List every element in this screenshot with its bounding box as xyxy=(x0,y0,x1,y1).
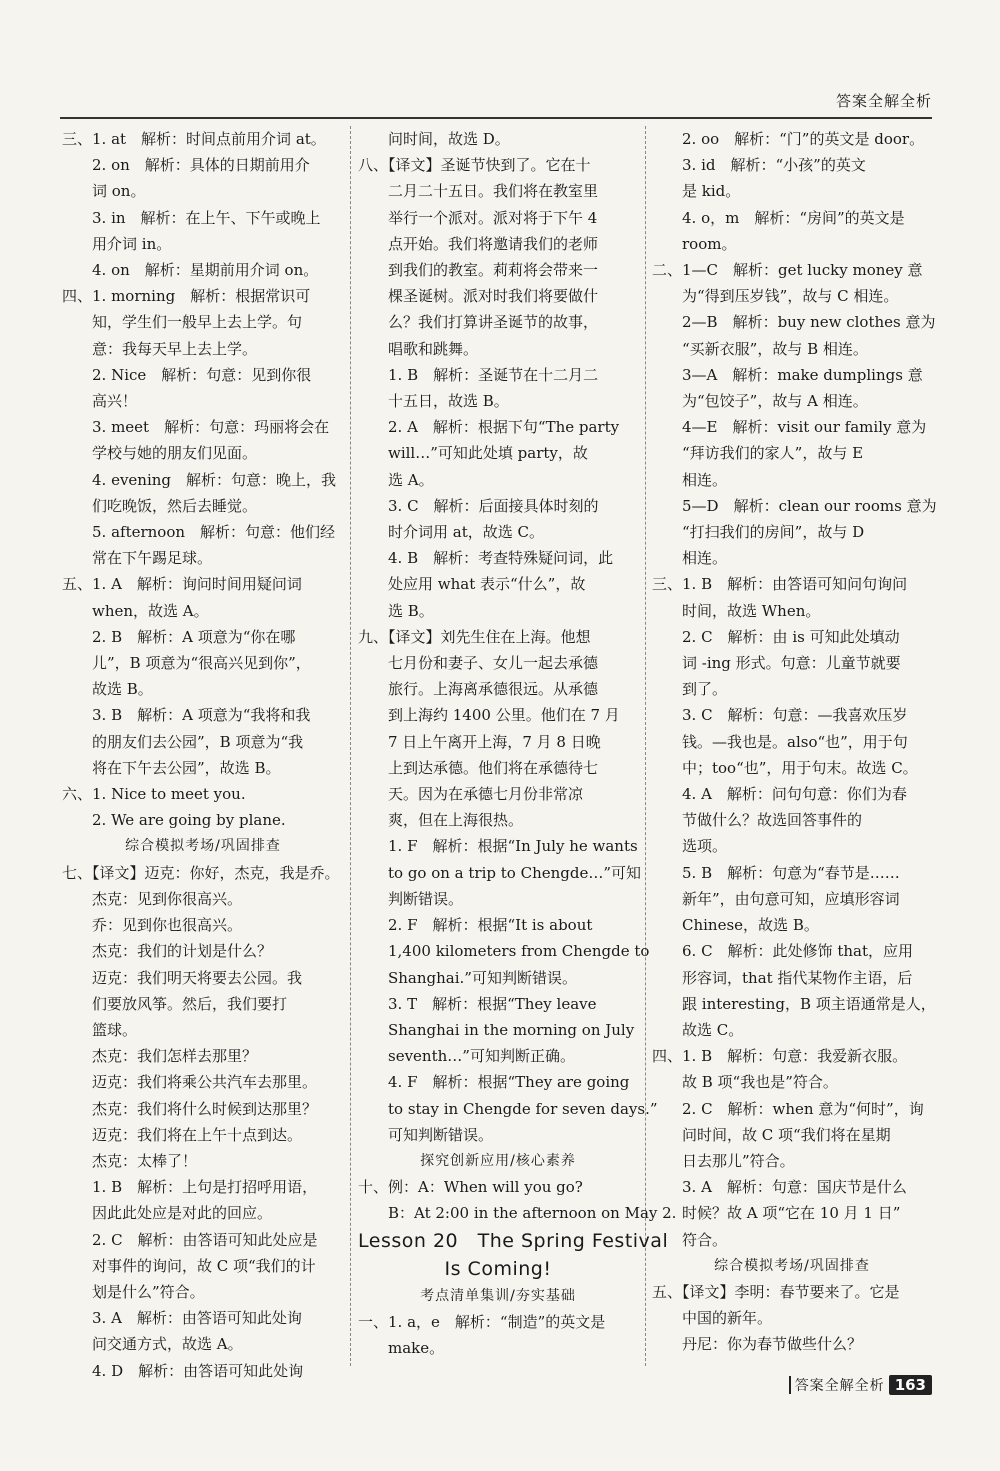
text-line: 3. T 解析：根据“They leave xyxy=(358,994,597,1013)
text-line: 节做什么？故选回答事件的 xyxy=(652,811,863,830)
text-line: 跟 interesting，B 项主语通常是人， xyxy=(652,994,936,1013)
text-line: 3—A 解析：make dumplings 意 xyxy=(652,365,923,384)
text-line: 点开始。我们将邀请我们的老师 xyxy=(358,234,599,253)
text-line: 2. B 解析：A 项意为“你在哪 xyxy=(62,627,296,646)
text-line: to go on a trip to Chengde…”可知 xyxy=(358,863,642,882)
text-line: 1. F 解析：根据“In July he wants xyxy=(358,837,638,856)
text-line: 意：我每天早上去上学。 xyxy=(62,339,258,358)
text-line: 5. B 解析：句意为“春节是…… xyxy=(652,863,900,882)
text-line: 四、1. B 解析：句意：我爱新衣服。 xyxy=(652,1047,908,1066)
text-line: 4. B 解析：考查特殊疑问词，此 xyxy=(358,549,614,568)
text-line: 八、【译文】圣诞节快到了。它在十 xyxy=(358,156,591,175)
text-line: 划是什么”符合。 xyxy=(62,1282,205,1301)
text-line: 六、1. Nice to meet you. xyxy=(62,785,246,804)
text-line: 3. A 解析：句意：国庆节是什么 xyxy=(652,1178,907,1197)
text-line: 知，学生们一般早上去上学。句 xyxy=(62,313,303,332)
text-line: 三、1. B 解析：由答语可知问句询问 xyxy=(652,575,908,594)
text-line: 因此此处应是对此的回应。 xyxy=(62,1204,273,1223)
text-line: 五、1. A 解析：询问时间用疑问词 xyxy=(62,575,302,594)
text-line: 故 B 项“我也是”符合。 xyxy=(652,1073,838,1092)
text-line: to stay in Chengde for seven days.” xyxy=(358,1099,658,1118)
text-line: 时候？故 A 项“它在 10 月 1 日” xyxy=(652,1204,901,1223)
text-line: 3. C 解析：句意：—我喜欢压岁 xyxy=(652,706,908,725)
text-line: 七月份和妻子、女儿一起去承德 xyxy=(358,654,599,673)
text-line: 到上海约 1400 公里。他们在 7 月 xyxy=(358,706,620,725)
header-divider xyxy=(60,117,932,119)
text-line: 1,400 kilometers from Chengde to xyxy=(358,942,650,961)
text-line: 杰克：我们怎样去那里？ xyxy=(62,1047,258,1066)
text-line: 2. oo 解析：“门”的英文是 door。 xyxy=(652,130,925,148)
text-line: when，故选 A。 xyxy=(62,601,209,620)
text-line: 中国的新年。 xyxy=(652,1309,773,1328)
text-line: 九、【译文】刘先生住在上海。他想 xyxy=(358,627,591,646)
text-line: 相连。 xyxy=(652,470,728,489)
text-line: 4. D 解析：由答语可知此处询 xyxy=(62,1361,304,1380)
text-line: 们要放风筝。然后，我们要打 xyxy=(62,994,288,1013)
answer-column-2 xyxy=(358,126,677,1366)
text-line: 二月二十五日。我们将在教室里 xyxy=(358,182,599,201)
page-number: 163 xyxy=(889,1375,932,1395)
text-line: 相连。 xyxy=(652,549,728,568)
text-line: 5—D 解析：clean our rooms 意为 xyxy=(652,496,937,515)
text-line: 词 -ing 形式。句意：儿童节就要 xyxy=(652,654,901,673)
text-line: 4. o，m 解析：“房间”的英文是 xyxy=(652,208,905,227)
text-line: 丹尼：你为春节做些什么？ xyxy=(652,1335,863,1354)
text-line: 杰克：我们的计划是什么？ xyxy=(62,942,273,961)
text-line: 可知判断错误。 xyxy=(358,1125,494,1144)
text-line: 迈克：我们将在上午十点到达。 xyxy=(62,1125,303,1144)
text-line: 钱。—我也是。also“也”，用于句 xyxy=(652,732,908,751)
text-line: 新年”，由句意可知，应填形容词 xyxy=(652,889,900,908)
text-line: 爽，但在上海很热。 xyxy=(358,811,524,830)
text-line: 日去那儿”符合。 xyxy=(652,1151,795,1170)
text-line: 4. evening 解析：句意：晚上，我 xyxy=(62,470,337,489)
text-line: 3. C 解析：后面接具体时刻的 xyxy=(358,496,599,515)
text-line: 2—B 解析：buy new clothes 意为 xyxy=(652,313,936,332)
text-line: 5. afternoon 解析：句意：他们经 xyxy=(62,523,336,542)
text-line: 7 日上午离开上海，7 月 8 日晚 xyxy=(358,732,601,751)
text-line: 时间，故选 When。 xyxy=(652,601,821,620)
text-line: 天。因为在承德七月份非常凉 xyxy=(358,785,584,804)
text-line: 2. We are going by plane. xyxy=(62,811,286,830)
text-line: 杰克：我们将什么时候到达那里？ xyxy=(62,1099,318,1118)
text-line: 6. C 解析：此处修饰 that，应用 xyxy=(652,942,913,961)
text-line: B：At 2:00 in the afternoon on May 2. xyxy=(358,1204,677,1223)
text-line: 么？我们打算讲圣诞节的故事， xyxy=(358,313,599,332)
text-line: 选 A。 xyxy=(358,470,434,489)
text-line: 3. meet 解析：句意：玛丽将会在 xyxy=(62,418,330,437)
text-line: Chinese，故选 B。 xyxy=(652,916,819,935)
text-line: 4—E 解析：visit our family 意为 xyxy=(652,418,927,437)
text-line: 一、1. a，e 解析：“制造”的英文是 xyxy=(358,1312,606,1331)
text-line: 3. in 解析：在上午、下午或晚上 xyxy=(62,208,321,227)
text-line: 常在下午踢足球。 xyxy=(62,549,213,568)
text-line: 问时间，故选 D。 xyxy=(358,130,510,148)
text-line: 为“包饺子”，故与 A 相连。 xyxy=(652,392,868,411)
text-line: 们吃晚饭，然后去睡觉。 xyxy=(62,496,258,515)
text-line: 判断错误。 xyxy=(358,889,464,908)
text-line: 十五日，故选 B。 xyxy=(358,392,509,411)
text-line: 是 kid。 xyxy=(652,182,741,201)
text-line: make。 xyxy=(358,1338,445,1357)
text-line: 七、【译文】迈克：你好，杰克，我是乔。 xyxy=(62,863,340,882)
text-line: 3. id 解析：“小孩”的英文 xyxy=(652,156,866,175)
text-line: 学校与她的朋友们见面。 xyxy=(62,444,258,463)
text-line: 杰克：太棒了！ xyxy=(62,1151,198,1170)
text-line: 上到达承德。他们将在承德待七 xyxy=(358,758,599,777)
text-line: 问时间，故 C 项“我们将在星期 xyxy=(652,1125,891,1144)
text-line: 2. F 解析：根据“It is about xyxy=(358,916,593,935)
text-line: 将在下午去公园”，故选 B。 xyxy=(62,758,281,777)
text-line: 处应用 what 表示“什么”，故 xyxy=(358,575,586,594)
section-heading: 综合模拟考场/巩固排查 xyxy=(125,838,281,855)
text-line: 符合。 xyxy=(652,1230,728,1249)
text-line: 唱歌和跳舞。 xyxy=(358,339,479,358)
text-line: 四、1. morning 解析：根据常识可 xyxy=(62,287,311,306)
text-line: “拜访我们的家人”，故与 E xyxy=(652,444,864,463)
text-line: 五、【译文】李明：春节要来了。它是 xyxy=(652,1282,900,1301)
section-heading: 探究创新应用/核心素养 xyxy=(420,1152,576,1169)
text-line: 的朋友们去公园”，B 项意为“我 xyxy=(62,732,304,751)
text-line: 形容词，that 指代某物作主语，后 xyxy=(652,968,913,987)
text-line: 为“得到压岁钱”，故与 C 相连。 xyxy=(652,287,899,306)
footer-label: 答案全解全析 xyxy=(794,1378,885,1394)
answer-column-1 xyxy=(62,126,344,1380)
text-line: 举行一个派对。派对将于下午 4 xyxy=(358,208,598,227)
text-line: Shanghai.”可知判断错误。 xyxy=(358,968,577,987)
text-line: 迈克：我们将乘公共汽车去那里。 xyxy=(62,1073,318,1092)
text-line: 2. A 解析：根据下句“The party xyxy=(358,418,620,437)
lesson-title: Is Coming! xyxy=(444,1257,552,1280)
column-divider-2 xyxy=(645,126,646,1366)
column-divider-1 xyxy=(350,126,351,1366)
text-line: 到了。 xyxy=(652,680,728,699)
text-line: 2. C 解析：由 is 可知此处填动 xyxy=(652,627,900,646)
text-line: 1. B 解析：上句是打招呼用语， xyxy=(62,1178,318,1197)
text-line: 故选 B。 xyxy=(62,680,153,699)
text-line: 用介词 in。 xyxy=(62,234,172,253)
text-line: 三、1. at 解析：时间点前用介词 at。 xyxy=(62,130,326,148)
text-line: 3. B 解析：A 项意为“我将和我 xyxy=(62,706,311,725)
text-line: 中；too“也”，用于句末。故选 C。 xyxy=(652,758,918,777)
text-line: 4. A 解析：问句句意：你们为春 xyxy=(652,785,907,804)
text-line: 高兴！ xyxy=(62,392,138,411)
text-line: 二、1—C 解析：get lucky money 意 xyxy=(652,261,923,280)
text-line: 2. Nice 解析：句意：见到你很 xyxy=(62,365,312,384)
text-line: 旅行。上海离承德很远。从承德 xyxy=(358,680,599,699)
text-line: 对事件的询问，故 C 项“我们的计 xyxy=(62,1256,316,1275)
text-line: 乔：见到你也很高兴。 xyxy=(62,916,243,935)
text-line: seventh…”可知判断正确。 xyxy=(358,1047,575,1066)
text-line: 3. A 解析：由答语可知此处询 xyxy=(62,1309,302,1328)
text-line: 到我们的教室。莉莉将会带来一 xyxy=(358,261,599,280)
text-line: 杰克：见到你很高兴。 xyxy=(62,889,243,908)
text-line: 时介词用 at，故选 C。 xyxy=(358,523,544,542)
text-line: 选项。 xyxy=(652,837,728,856)
text-line: 故选 C。 xyxy=(652,1020,744,1039)
text-line: “买新衣服”，故与 B 相连。 xyxy=(652,339,868,358)
answer-column-3 xyxy=(652,126,937,1366)
lesson-title: Lesson 20 The Spring Festival xyxy=(358,1229,669,1252)
text-line: 2. C 解析：when 意为“何时”，询 xyxy=(652,1099,924,1118)
text-line: 1. B 解析：圣诞节在十二月二 xyxy=(358,365,599,384)
text-line: 迈克：我们明天将要去公园。我 xyxy=(62,968,303,987)
text-line: 问交通方式，故选 A。 xyxy=(62,1335,243,1354)
text-line: Shanghai in the morning on July xyxy=(358,1020,635,1039)
text-line: 2. on 解析：具体的日期前用介 xyxy=(62,156,310,175)
text-line: 2. C 解析：由答语可知此处应是 xyxy=(62,1230,318,1249)
text-line: 篮球。 xyxy=(62,1020,138,1039)
text-line: room。 xyxy=(652,234,737,253)
section-heading: 考点清单集训/夯实基础 xyxy=(420,1287,576,1304)
header-title: 答案全解全析 xyxy=(835,92,932,110)
text-line: 词 on。 xyxy=(62,182,146,201)
text-line: 儿”，B 项意为“很高兴见到你”， xyxy=(62,654,311,673)
text-line: 棵圣诞树。派对时我们将要做什 xyxy=(358,287,599,306)
footer-bar xyxy=(789,1376,791,1394)
text-line: 4. F 解析：根据“They are going xyxy=(358,1073,630,1092)
text-line: 十、例：A：When will you go? xyxy=(358,1178,583,1197)
text-line: “打扫我们的房间”，故与 D xyxy=(652,523,865,542)
section-heading: 综合模拟考场/巩固排查 xyxy=(714,1257,870,1274)
text-line: 4. on 解析：星期前用介词 on。 xyxy=(62,261,319,280)
text-line: 选 B。 xyxy=(358,601,434,620)
page-footer xyxy=(789,1375,932,1395)
text-line: will…”可知此处填 party，故 xyxy=(358,444,588,463)
